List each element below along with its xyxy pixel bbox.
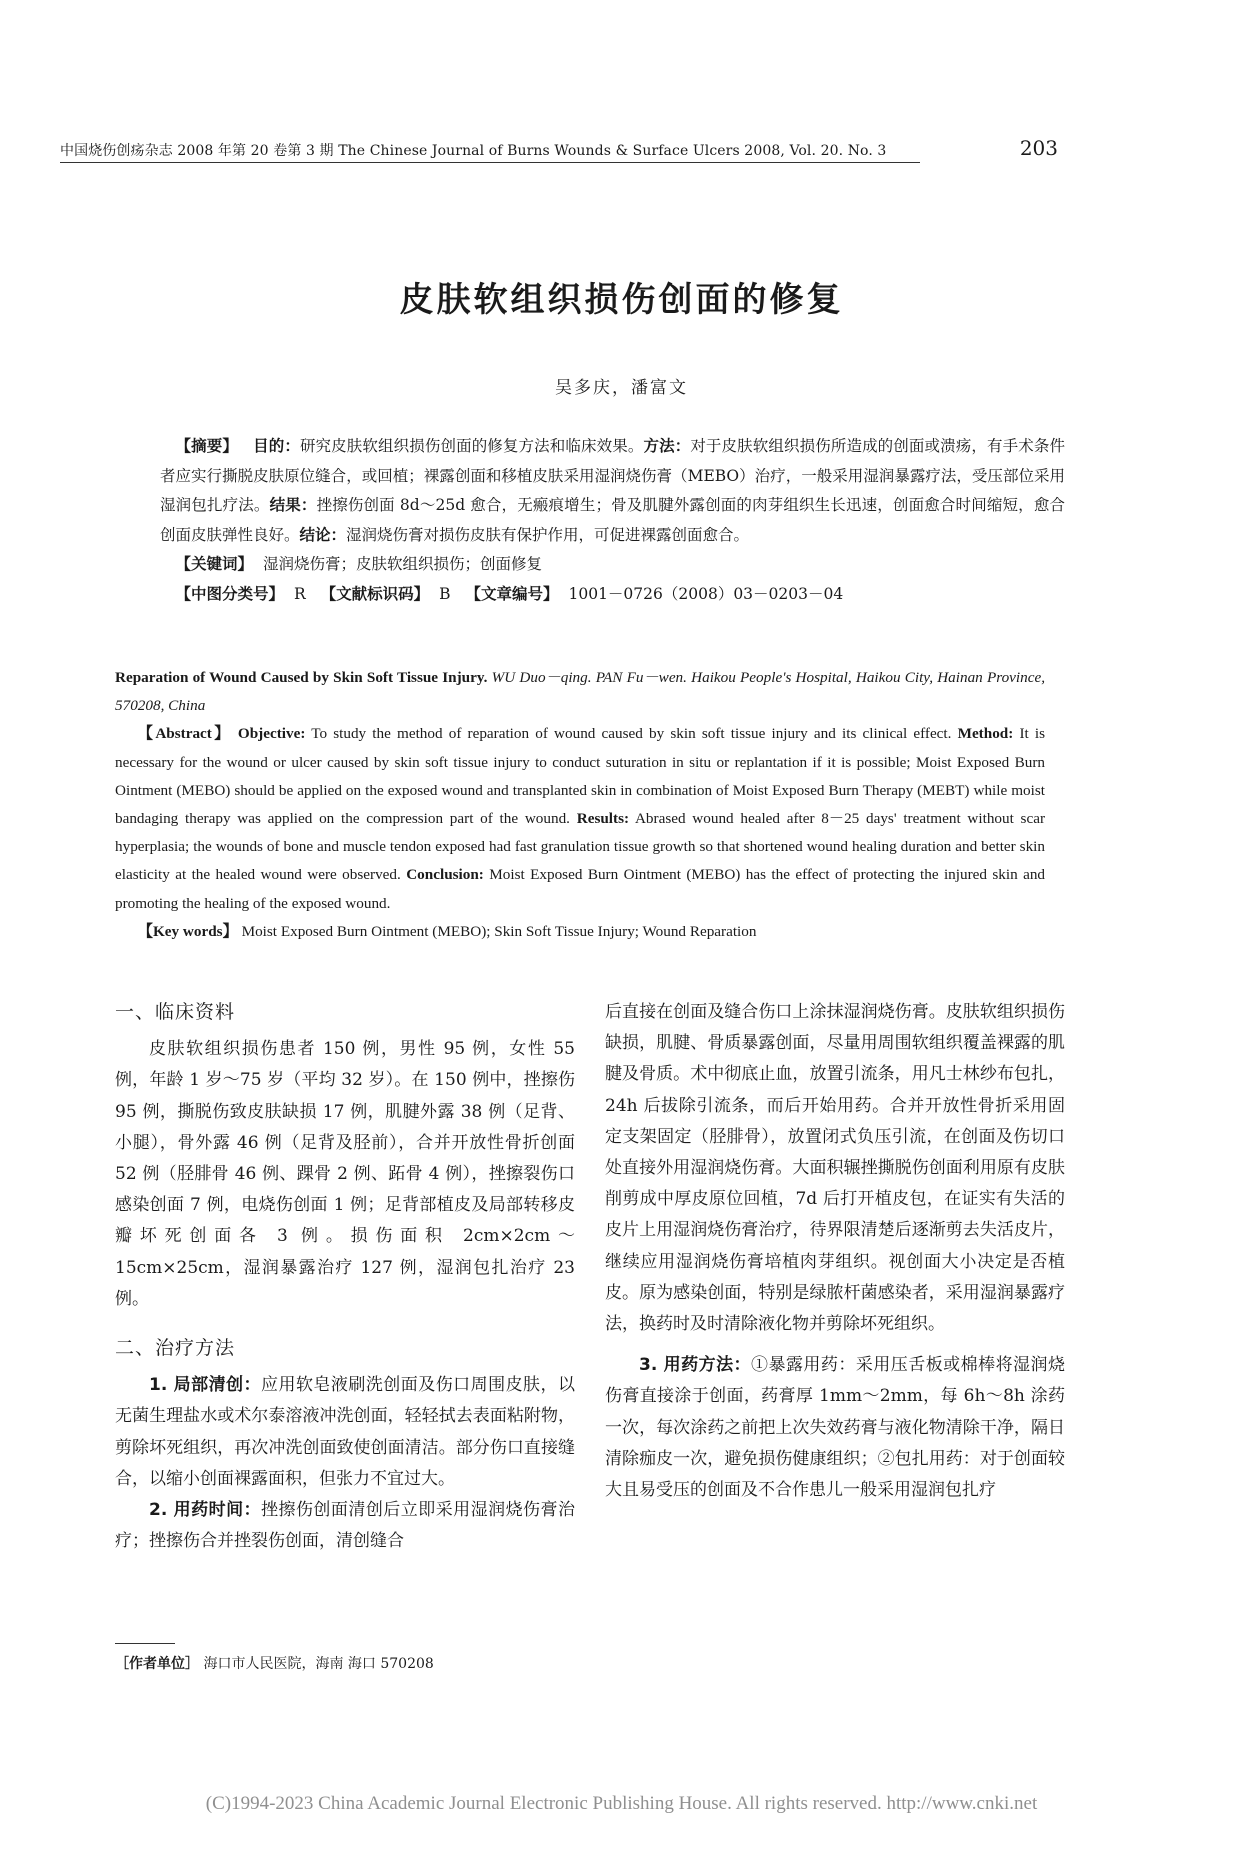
item-label: 3. 用药方法： bbox=[639, 1355, 752, 1376]
section-heading: 一、临床资料 bbox=[115, 1001, 236, 1023]
english-title: Reparation of Wound Caused by Skin Soft Tissue Injury. bbox=[115, 669, 488, 686]
body-paragraph: 后直接在创面及缝合伤口上涂抹湿润烧伤膏。皮肤软组织损伤缺损，肌腱、骨质暴露创面，尽量用周围软组织覆盖裸露的肌腱及骨质。术中彻底止血，放置引流条，用凡士林纱布包扎，24h 后拔除引流条，而后开始用药。合并开放性骨折采用固定支架固定（胫腓骨），放置闭式负压引流，在创面及伤切口处直接外用湿润烧伤膏。大面积辗挫撕脱伤创面利用原有皮肤削剪成中厚皮原位回植，7d 后打开植皮包，在证实有失活的皮片上用湿润烧伤膏治疗，待界限清楚后逐渐剪去失活皮片，继续应用湿润烧伤膏培植肉芽组织。视创面大小决定是否植皮。原为感染创面，特别是绿脓杆菌感染者，采用湿润暴露疗法，换药时及时清除液化物并剪除坏死组织。 bbox=[605, 1002, 1065, 1335]
section-heading: 二、治疗方法 bbox=[115, 1337, 236, 1360]
class-label: 【中图分类号】 bbox=[175, 584, 285, 603]
conclusion-label: 结论： bbox=[299, 525, 347, 544]
english-keywords: Moist Exposed Burn Ointment (MEBO); Skin Soft Tissue Injury; Wound Reparation bbox=[241, 922, 757, 940]
footnote-rule bbox=[115, 1643, 175, 1644]
keywords-line bbox=[160, 550, 1065, 580]
result-label: 结果： bbox=[269, 496, 317, 514]
article-number-value: 1001－0726（2008）03－0203－04 bbox=[568, 584, 844, 603]
doc-code-value: B bbox=[439, 584, 451, 603]
footnote-text: 海口市人民医院，海南 海口 570208 bbox=[203, 1656, 434, 1672]
english-authors: WU Duo－qing. PAN Fu－wen. Haikou People's Hospital, Haikou City, Hainan Province, 570208, China bbox=[115, 669, 1045, 715]
english-results: Abrased wound healed after 8－25 days' treatment without scar hyperplasia; the wounds of bone and muscle tendon exposed had fast granulation tissue growth so that shortened wound healing duration and better skin elasticity at the healed wound were observed. bbox=[115, 810, 1046, 884]
right-column bbox=[605, 997, 1065, 1506]
abstract-paragraph bbox=[160, 432, 1065, 550]
english-method-label: Method: bbox=[957, 725, 1014, 743]
classification-line bbox=[160, 580, 1065, 610]
body-paragraph: 皮肤软组织损伤患者 150 例，男性 95 例，女性 55 例，年龄 1 岁～75 岁（平均 32 岁）。在 150 例中，挫擦伤 95 例，撕脱伤致皮肤缺损 17 例，肌腱外露 38 例（足背、小腿），骨外露 46 例（足背及胫前），合并开放性骨折创面 52 例（胫腓骨 46 例、踝骨 2 例、跖骨 4 例），挫擦裂伤口感染创面 7 例，电烧伤创面 1 例；足背部植皮及局部转移皮瓣坏死创面各 3 例。损伤面积 2cm×2cm～15cm×25cm，湿润暴露治疗 127 例，湿润包扎治疗 23 例。 bbox=[115, 1039, 575, 1309]
abstract-label: 【摘要】 bbox=[175, 437, 238, 455]
running-head: 中国烧伤创疡杂志 2008 年第 20 卷第 3 期 The Chinese Journal of Burns Wounds & Surface Ulcers 2008, Vol. 20. No. 3 bbox=[60, 143, 887, 159]
english-conclusion: Moist Exposed Burn Ointment (MEBO) has the effect of protecting the injured skin and promoting the healing of the exposed wound. bbox=[115, 866, 1046, 912]
english-title-line bbox=[115, 664, 1045, 720]
article-number-label: 【文章编号】 bbox=[465, 584, 559, 603]
english-results-label: Results: bbox=[576, 810, 630, 828]
page-number: 203 bbox=[1019, 136, 1058, 160]
footnote-label: ［作者单位］ bbox=[115, 1656, 199, 1672]
method-text: 对于皮肤软组织损伤所造成的创面或溃疡，有手术条件者应实行撕脱皮肤原位缝合，或回植；裸露创面和移植皮肤采用湿润烧伤膏（MEBO）治疗，一般采用湿润暴露疗法，受压部位采用湿润包扎疗法。 bbox=[160, 437, 1065, 514]
english-method: It is necessary for the wound or ulcer caused by skin soft tissue injury to conduct suturation in situ or replantation if it is possible; Moist Exposed Burn Ointment (MEBO) should be applied on the exposed wound and transplanted skin in combination of Moist Exposed Burn Therapy (MEBT) while moist bandaging therapy was applied on the compression part of the wound. bbox=[115, 725, 1046, 828]
english-keywords-line bbox=[115, 918, 1045, 946]
item-label: 2. 用药时间： bbox=[149, 1500, 262, 1521]
cnki-watermark: (C)1994-2023 China Academic Journal Electronic Publishing House. All rights reserved. http://www.cnki.net bbox=[205, 1793, 1038, 1814]
english-keywords-label: 【Key words】 bbox=[137, 922, 238, 940]
article-title: 皮肤软组织损伤创面的修复 bbox=[399, 280, 844, 320]
chinese-abstract bbox=[160, 432, 1065, 609]
header-rule bbox=[60, 162, 920, 163]
left-column bbox=[115, 995, 575, 1557]
item-text: 应用软皂液刷洗创面及伤口周围皮肤，以无菌生理盐水或术尔泰溶液冲洗创面，轻轻拭去表面粘附物，剪除坏死组织，再次冲洗创面致使创面清洁。部分伤口直接缝合，以缩小创面裸露面积，但张力不宜过大。 bbox=[115, 1375, 575, 1489]
method-label: 方法： bbox=[643, 437, 691, 455]
english-conclusion-label: Conclusion: bbox=[406, 866, 484, 884]
conclusion-text: 湿润烧伤膏对损伤皮肤有保护作用，可促进裸露创面愈合。 bbox=[346, 525, 750, 544]
objective-label: 目的： bbox=[253, 437, 300, 455]
body-paragraph bbox=[605, 1350, 1065, 1506]
item-label: 1. 局部清创： bbox=[149, 1375, 262, 1396]
result-text: 挫擦伤创面 8d～25d 愈合，无瘢痕增生；骨及肌腱外露创面的肉芽组织生长迅速，创面愈合时间缩短，愈合创面皮肤弹性良好。 bbox=[160, 496, 1065, 544]
english-abstract-label: 【Abstract】 bbox=[137, 725, 232, 743]
author-affiliation-footnote bbox=[115, 1653, 434, 1673]
item-text: 挫擦伤创面清创后立即采用湿润烧伤膏治疗；挫擦伤合并挫裂伤创面，清创缝合 bbox=[115, 1500, 575, 1552]
body-paragraph bbox=[115, 1495, 575, 1557]
english-abstract bbox=[115, 664, 1045, 946]
body-paragraph bbox=[115, 1370, 575, 1495]
doc-code-label: 【文献标识码】 bbox=[320, 584, 430, 603]
class-value: R bbox=[294, 584, 306, 603]
english-objective: To study the method of reparation of wound caused by skin soft tissue injury and its clinical effect. bbox=[311, 725, 952, 743]
authors: 吴多庆，潘富文 bbox=[555, 378, 688, 398]
keywords-text: 湿润烧伤膏；皮肤软组织损伤；创面修复 bbox=[263, 555, 543, 573]
objective-text: 研究皮肤软组织损伤创面的修复方法和临床效果。 bbox=[299, 437, 644, 455]
english-abstract-paragraph bbox=[115, 720, 1045, 917]
keywords-label: 【关键词】 bbox=[175, 555, 254, 573]
english-objective-label: Objective: bbox=[237, 725, 306, 743]
item-text: ①暴露用药：采用压舌板或棉棒将湿润烧伤膏直接涂于创面，药膏厚 1mm～2mm，每 6h～8h 涂药一次，每次涂药之前把上次失效药膏与液化物清除干净，隔日清除痂皮一次，避免损伤健康组织；②包扎用药：对于创面较大且易受压的创面及不合作患儿一般采用湿润包扎疗 bbox=[605, 1355, 1065, 1501]
